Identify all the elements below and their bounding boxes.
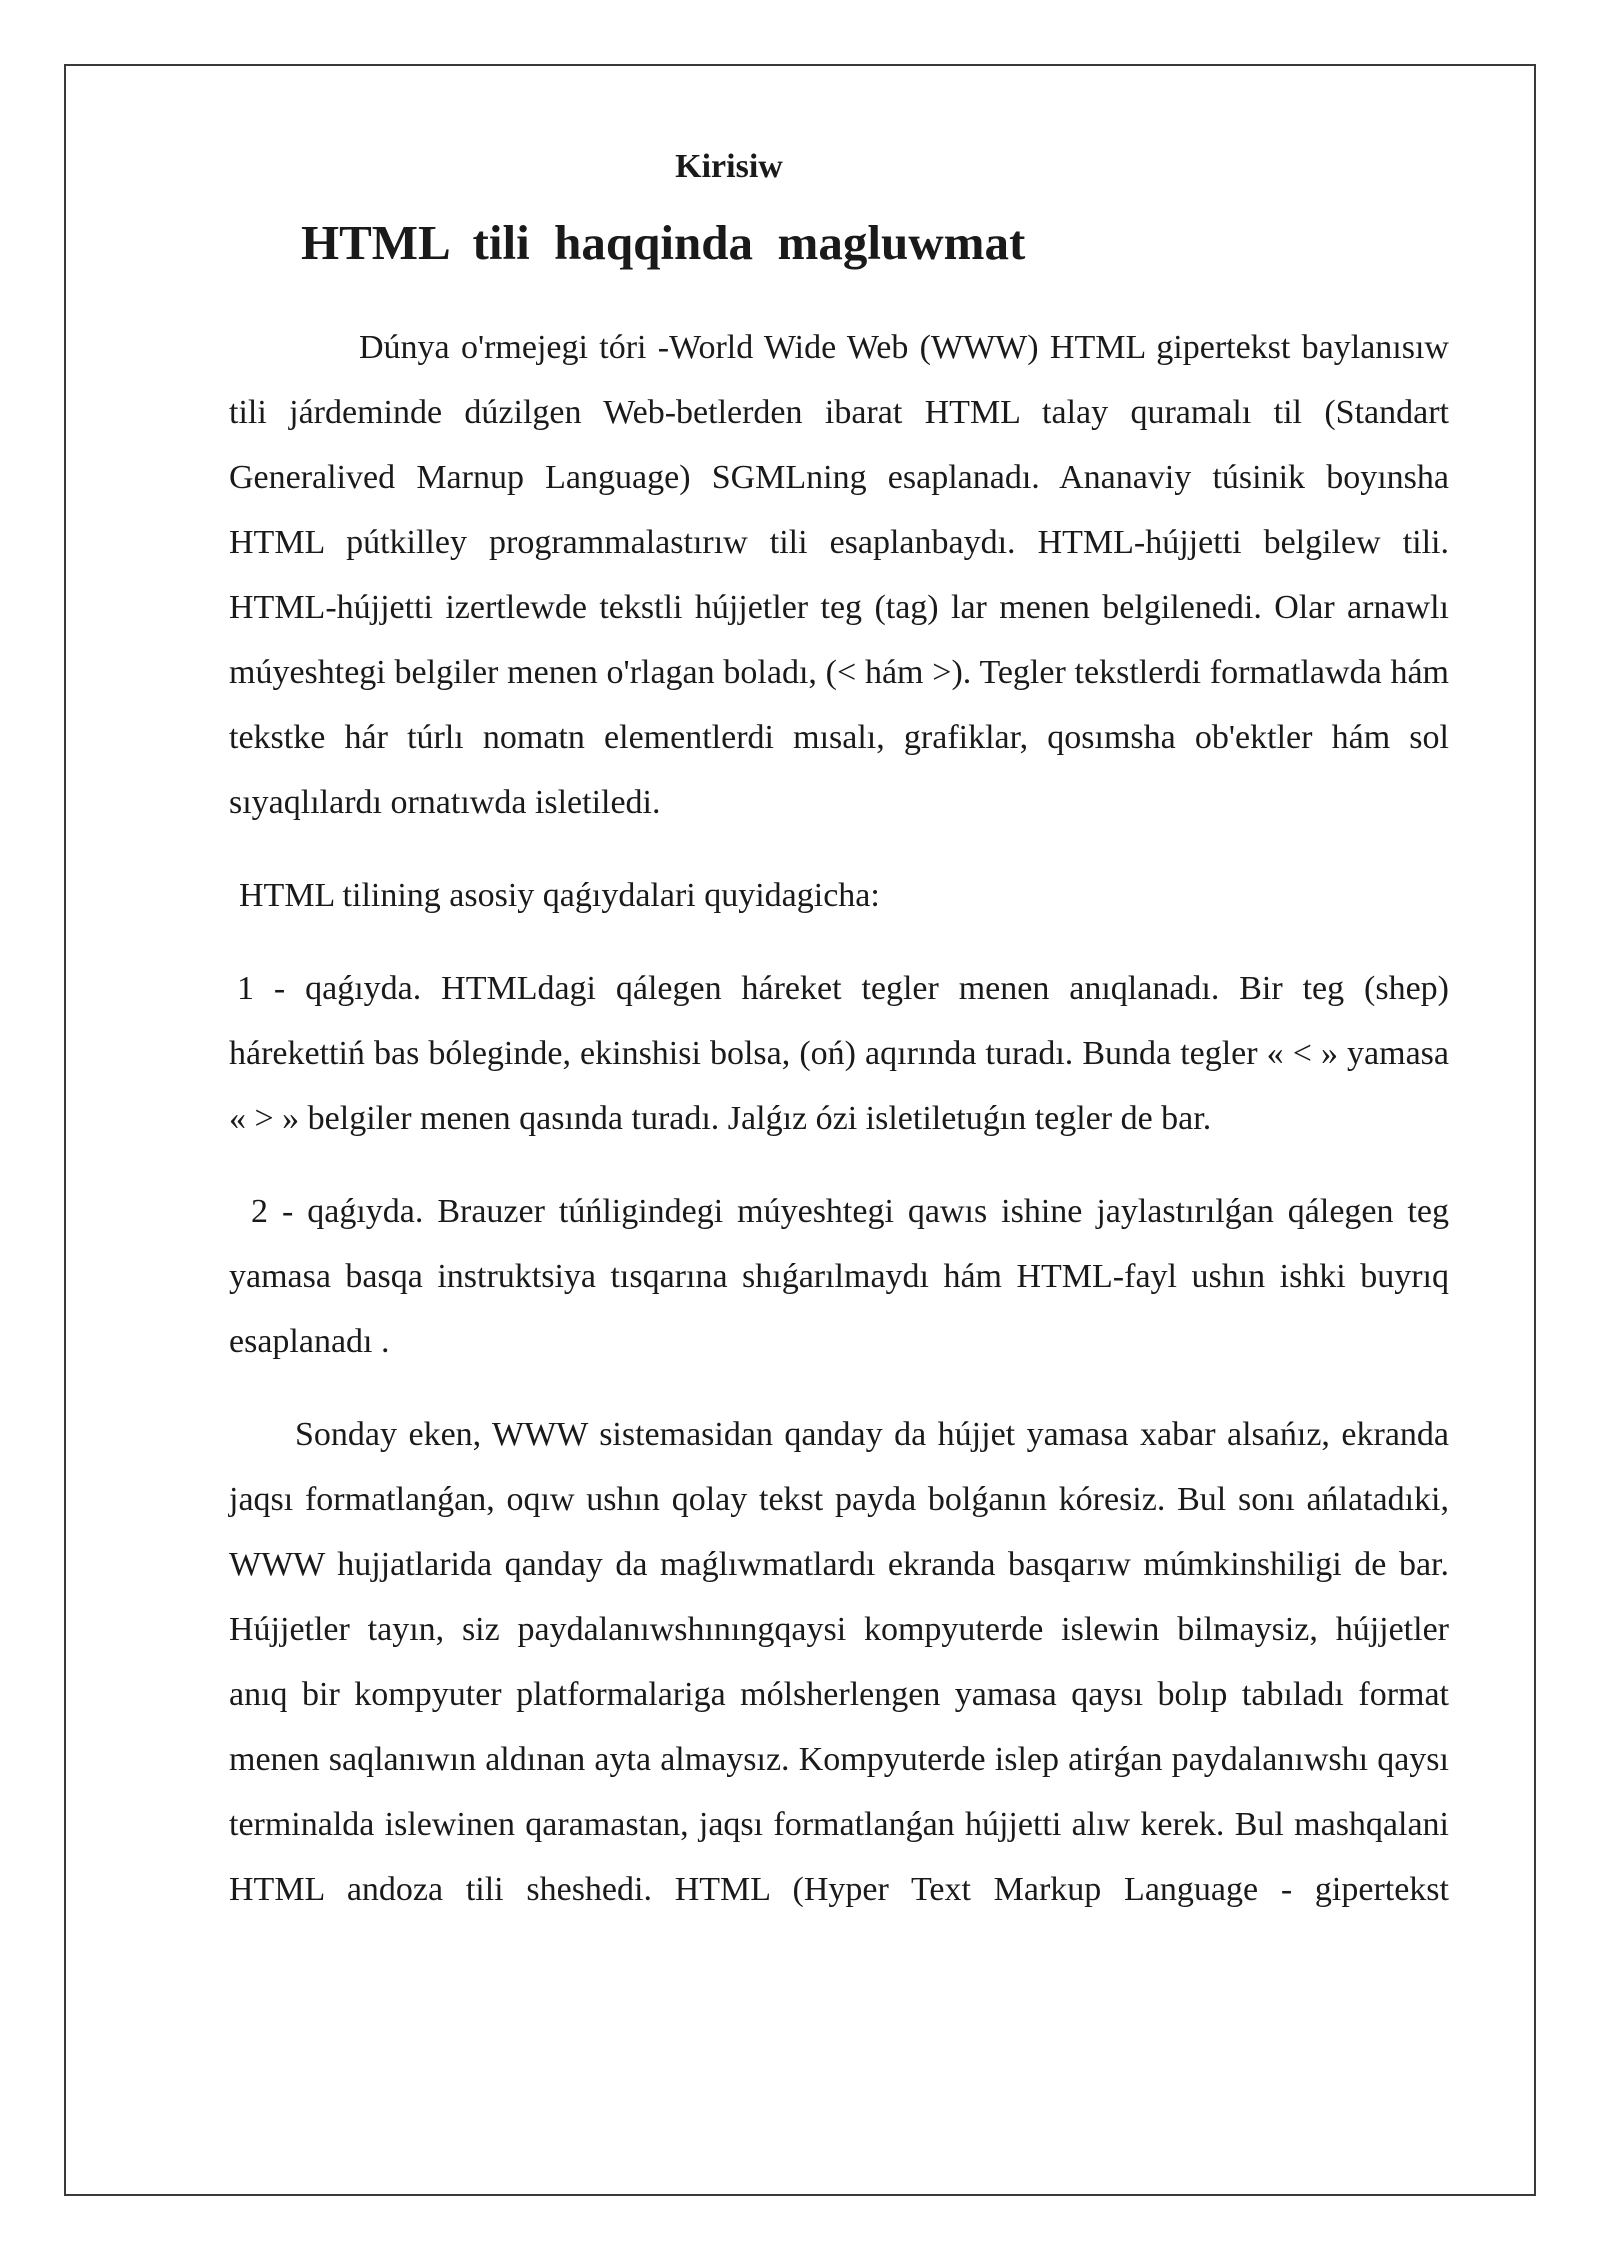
document-body	[229, 148, 1449, 1922]
paragraph-intro: Dúnya o'rmejegi tóri -World Wide Web (WWW) HTML gipertekst baylanısıw tili járdeminde dúzilgen Web-betlerden ibarat HTML talay quramalı til (Standart Generalived Marnup Language) SGMLning esaplanadı. Ananaviy túsinik boyınsha HTML pútkilley programmalastırıw tili esaplanbaydı. HTML-hújjetti belgilew tili. HTML-hújjetti izertlewde tekstli hújjetler teg (tag) lar menen belgilenedi. Olar arnawlı múyeshtegi belgiler menen o'rlagan boladı, (< hám >). Tegler tekstlerdi formatlawda hám tekstke hár túrlı nomatn elementlerdi mısalı, grafiklar, qosımsha ob'ektler hám sol sıyaqlılardı ornatıwda isletiledi.	[229, 329, 1449, 821]
paragraph-rule-1: 1 - qaǵıyda. HTMLdagi qálegen háreket tegler menen anıqlanadı. Bir teg (shep) hárekettiń bas bóleginde, ekinshisi bolsa, (oń) aqırında turadı. Bunda tegler « < » yamasa « > » belgiler menen qasında turadı. Jalǵız ózi isletiletuǵın tegler de bar.	[229, 970, 1449, 1137]
paragraph-www: Sonday eken, WWW sistemasidan qanday da hújjet yamasa xabar alsańız, ekranda jaqsı formatlanǵan, oqıw ushın qolay tekst payda bolǵanın kóresiz. Bul sonı ańlatadıki, WWW hujjatlarida qanday da maǵlıwmatlardı ekranda basqarıw múmkinshiligi de bar. Hújjetler tayın, siz paydalanıwshınıngqaysi kompyuterde islewin bilmaysiz, hújjetler anıq bir kompyuter platformalariga mólsherlengen yamasa qaysı bolıp tabıladı format menen saqlanıwın aldınan ayta almaysız. Kompyuterde islep atirǵan paydalanıwshı qaysı terminalda islewinen qaramastan, jaqsı formatlanǵan hújjetti alıw kerek. Bul mashqalani HTML andoza tili sheshedi. HTML (Hyper Text Markup Language - gipertekst	[229, 1416, 1449, 1908]
paragraph-rule-2: 2 - qaǵıyda. Brauzer túńligindegi múyeshtegi qawıs ishine jaylastırılǵan qálegen teg yamasa basqa instruktsiya tısqarına shıǵarılmaydı hám HTML-fayl ushın ishki buyrıq esaplanadı .	[229, 1193, 1449, 1360]
paragraph-rules-heading: HTML tilining asosiy qaǵıydalari quyidagicha:	[239, 877, 880, 914]
main-title: HTML tili haqqinda magluwmat	[301, 215, 1026, 270]
section-title: Kirisiw	[675, 148, 783, 185]
